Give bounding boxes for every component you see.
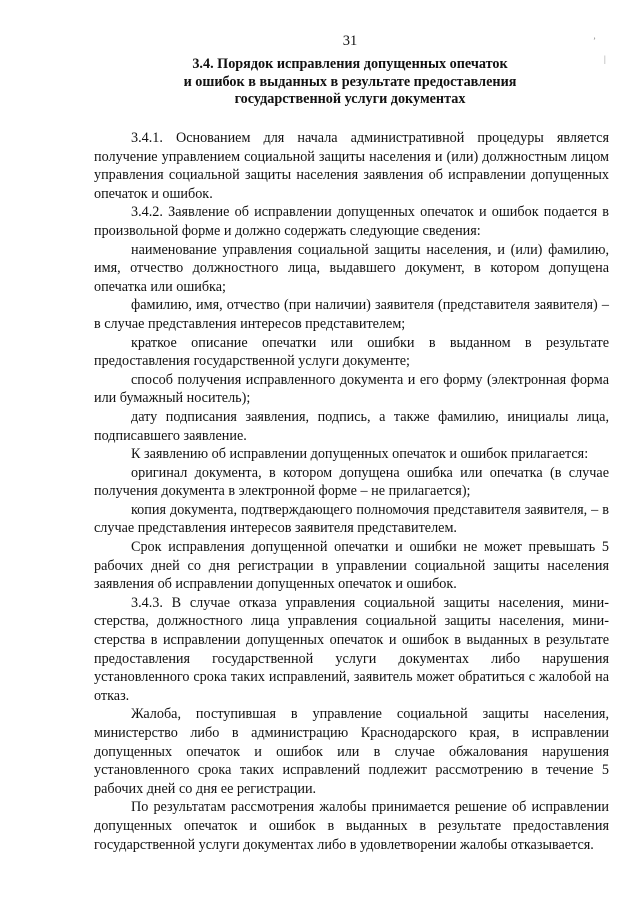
list-item-power-of-attorney: копия документа, подтверждающего полномочия представителя заявителя, – в случае представления интересов заявителя представителем. (94, 501, 609, 537)
paragraph-attachments: К заявлению об исправлении допущенных опечаток и ошибок прилагается: (131, 446, 589, 463)
paragraph-3-4-1: 3.4.1. Основанием для начала административной процедуры является получение управлением социальной защиты населения и (или) должностным лицом управления социальной защиты населения заявления об исправлении допущенных опечаток и ошибок. (94, 130, 609, 202)
section-heading-line: 3.4. Порядок исправления допущенных опечаток (192, 56, 508, 72)
page-number: 31 (342, 33, 358, 49)
paragraph-3-4-2: 3.4.2. Заявление об исправлении допущенных опечаток и ошибок подается в произвольной форме и должно содержать следующие сведения: (94, 204, 609, 239)
paragraph-correction-term: Срок исправления допущенной опечатки и ошибки не может превышать 5 рабочих дней со дня регистрации в управлении социальной защиты населения заявления об исправлении допущенных опечаток и ошибок. (94, 539, 609, 593)
section-heading-line: государственной услуги документах (234, 91, 466, 107)
list-item-applicant-name: фамилию, имя, отчество (при наличии) заявителя (представителя заявителя) – в случае представления интересов представителем; (94, 297, 609, 332)
paragraph-3-4-3: 3.4.3. В случае отказа управления социальной защиты населения, министерства, должностного лица управления социальной защиты населения, министерства в исправлении допущенных опечаток и ошибок в выданных в результате предоставления государственной услуги документах либо нарушения установленного срока таких исправлений, заявитель может обратиться с жалобой на отказ. (94, 594, 609, 704)
list-item-authority-name: наименование управления социальной защиты населения, и (или) фамилию, имя, отчество должностного лица, выдавшего документ, в котором допущена опечатка или ошибка; (94, 241, 609, 295)
scan-speck: | (604, 54, 606, 64)
paragraph-complaint-result: По результатам рассмотрения жалобы принимается решение об исправлении допущенных опечаток и ошибок в выданных в результате предоставления государственной услуги документах либо в удовлетворении жалобы отказывается. (94, 799, 609, 853)
list-item-error-description: краткое описание опечатки или ошибки в выданном в результате предоставления государственной услуги документе; (94, 334, 609, 370)
section-heading-line: и ошибок в выданных в результате предоставления (183, 73, 517, 90)
scan-speck: ʼ (593, 36, 596, 46)
paragraph-complaint: Жалоба, поступившая в управление социальной защиты населения, министерство либо в администрацию Краснодарского края, в исправлении допущенных опечаток и ошибок или в случае обжалования нарушения установленного срока таких исправлений подлежит рассмотрению в течение 5 рабочих дней со дня ее регистрации. (94, 706, 609, 797)
document-body (94, 129, 609, 854)
list-item-signature-date: дату подписания заявления, подпись, а также фамилию, инициалы лица, подписавшего заявление. (94, 408, 609, 444)
list-item-original-document: оригинал документа, в котором допущена ошибка или опечатка (в случае получения документа в электронной форме – не прилагается); (94, 464, 609, 500)
section-heading (70, 56, 630, 109)
list-item-delivery-method: способ получения исправленного документа и его форму (электронная форма или бумажный носитель); (94, 371, 609, 407)
